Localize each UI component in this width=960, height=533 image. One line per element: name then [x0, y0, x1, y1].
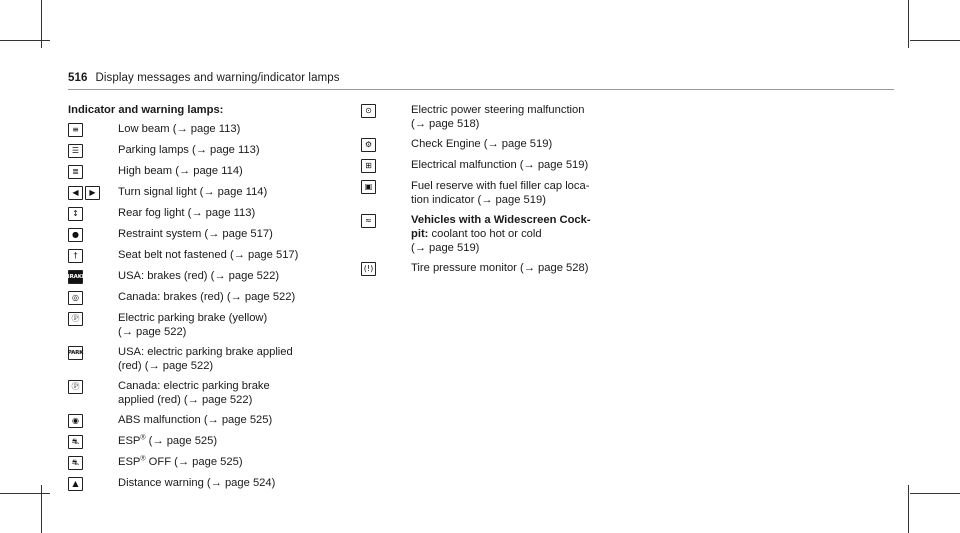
brake-canada-icon: ◎ [68, 291, 83, 305]
list-item [68, 122, 338, 137]
list-item [68, 434, 338, 449]
crop-mark [908, 0, 909, 48]
item-text: Turn signal light (→ page 114) [118, 186, 268, 198]
seat-belt-icon: † [68, 249, 83, 263]
item-text: Distance warning (→ page 524) [118, 477, 276, 489]
list-item [361, 213, 621, 255]
parking-brake-yellow-icon: Ⓟ [68, 312, 83, 326]
item-text: Canada: electric parking brake [118, 380, 270, 392]
list-item [68, 290, 338, 305]
item-text: Electric power steering malfunction [411, 104, 585, 116]
list-item [68, 476, 338, 491]
section-title: Display messages and warning/indicator lamps [95, 72, 340, 84]
item-text: Parking lamps (→ page 113) [118, 144, 260, 156]
page-number: 516 [68, 72, 88, 84]
list-item [68, 311, 338, 339]
item-text: Restraint system (→ page 517) [118, 228, 273, 240]
steering-icon: ⊙ [361, 104, 376, 118]
item-text: ESP® (→ page 525) [118, 434, 218, 447]
esp-icon: ⛐ [68, 435, 83, 449]
battery-icon: ⊞ [361, 159, 376, 173]
item-text: Seat belt not fastened (→ page 517) [118, 249, 299, 261]
high-beam-icon: ≣ [68, 165, 83, 179]
item-text: Low beam (→ page 113) [118, 123, 241, 135]
distance-warning-icon: ▲ [68, 477, 83, 491]
list-item [68, 206, 338, 221]
crop-mark [0, 493, 50, 494]
restraint-icon: ● [68, 228, 83, 242]
low-beam-icon: ≡ [68, 123, 83, 137]
coolant-icon: ≈ [361, 214, 376, 228]
abs-icon: ◉ [68, 414, 83, 428]
list-item [68, 227, 338, 242]
crop-mark [0, 40, 50, 41]
section-heading: Indicator and warning lamps: [68, 104, 224, 116]
page-header [68, 72, 340, 84]
list-item [68, 248, 338, 263]
park-usa-icon: PARK [68, 346, 83, 360]
crop-mark [908, 485, 909, 533]
item-text: (→ page 519) [411, 242, 480, 254]
list-item [361, 103, 621, 131]
engine-icon: ⚙ [361, 138, 376, 152]
item-text: ESP® OFF (→ page 525) [118, 455, 243, 468]
list-item [68, 455, 338, 470]
list-item [68, 185, 338, 200]
tire-pressure-icon: (!) [361, 262, 376, 276]
list-item [361, 158, 621, 173]
item-text: USA: brakes (red) (→ page 522) [118, 270, 280, 282]
item-text: Electrical malfunction (→ page 519) [411, 159, 589, 171]
item-text: Rear fog light (→ page 113) [118, 207, 256, 219]
list-item [68, 164, 338, 179]
item-text: tion indicator (→ page 519) [411, 194, 546, 206]
item-text: applied (red) (→ page 522) [118, 394, 253, 406]
list-item [68, 345, 338, 373]
left-column [65, 103, 338, 497]
list-item [361, 137, 621, 152]
crop-mark [910, 40, 960, 41]
brake-usa-icon: BRAKE [68, 270, 83, 284]
list-item [361, 261, 621, 276]
turn-left-icon: ◀ [68, 186, 83, 200]
list-item [68, 143, 338, 158]
esp-off-icon: ⛐ [68, 456, 83, 470]
item-text: Electric parking brake (yellow) [118, 312, 268, 324]
parking-brake-canada-icon: Ⓟ [68, 380, 83, 394]
item-text: Check Engine (→ page 519) [411, 138, 553, 150]
crop-mark [910, 493, 960, 494]
list-item [68, 413, 338, 428]
item-text: Canada: brakes (red) (→ page 522) [118, 291, 296, 303]
list-item [361, 179, 621, 207]
item-text: pit: [411, 228, 429, 240]
right-column [361, 103, 621, 282]
rear-fog-icon: ↕ [68, 207, 83, 221]
item-text: coolant too hot or cold [428, 228, 542, 240]
item-text: Fuel reserve with fuel filler cap loca- [411, 180, 590, 192]
turn-right-icon: ▶ [85, 186, 100, 200]
header-rule [68, 89, 894, 90]
list-item [68, 379, 338, 407]
item-text: High beam (→ page 114) [118, 165, 243, 177]
item-text: USA: electric parking brake applied [118, 346, 293, 358]
item-text: Tire pressure monitor (→ page 528) [411, 262, 589, 274]
fuel-icon: ▣ [361, 180, 376, 194]
item-text: ABS malfunction (→ page 525) [118, 414, 273, 426]
parking-lamps-icon: ☰ [68, 144, 83, 158]
item-text: Vehicles with a Widescreen Cock- [411, 214, 591, 226]
item-text: (→ page 522) [118, 326, 187, 338]
item-text: (red) (→ page 522) [118, 360, 214, 372]
list-item [65, 269, 338, 284]
item-text: (→ page 518) [411, 118, 480, 130]
